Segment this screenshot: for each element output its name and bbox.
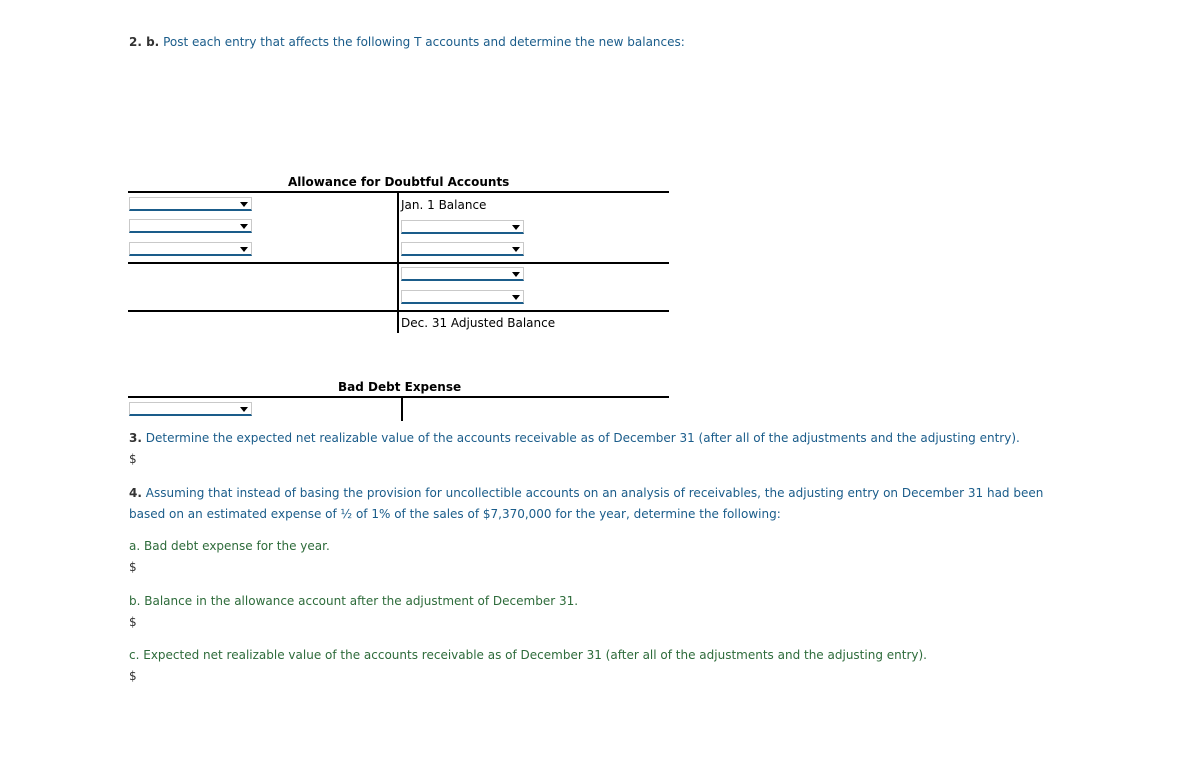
allowance-debit-dropdown-1[interactable]: [129, 197, 252, 211]
question-4c-currency: $: [129, 669, 137, 683]
question-4-line-1: [129, 486, 1043, 500]
allowance-credit-dropdown-4[interactable]: [401, 290, 524, 304]
question-4a-label: a.: [129, 539, 141, 553]
bad-debt-top-rule: [128, 396, 669, 398]
question-3-currency: $: [129, 452, 137, 466]
question-2b: [129, 35, 685, 49]
question-3: [129, 431, 1020, 445]
question-3-text: Determine the expected net realizable value of the accounts receivable as of December 31 (after all of the adjustments and the adjusting entry).: [145, 431, 1020, 445]
bad-debt-debit-dropdown[interactable]: [129, 402, 252, 416]
question-4b-currency: $: [129, 615, 137, 629]
question-4b: [129, 594, 578, 608]
question-2b-number: 2. b.: [129, 35, 160, 49]
allowance-t-account-title: Allowance for Doubtful Accounts: [288, 175, 510, 189]
allowance-credit-dropdown-1[interactable]: [401, 220, 524, 234]
allowance-bottom-rule: [128, 310, 669, 312]
allowance-dec-balance-label: Dec. 31 Adjusted Balance: [401, 316, 556, 330]
allowance-debit-dropdown-2[interactable]: [129, 219, 252, 233]
bad-debt-center-rule: [401, 398, 403, 421]
question-4c: [129, 648, 927, 662]
question-4c-text: Expected net realizable value of the accounts receivable as of December 31 (after all of the adjustments and the adjusting entry).: [143, 648, 927, 662]
question-4b-text: Balance in the allowance account after the adjustment of December 31.: [144, 594, 579, 608]
question-3-number: 3.: [129, 431, 142, 445]
question-4-text-1: Assuming that instead of basing the provision for uncollectible accounts on an analysis of receivables, the adjusting entry on December 31 had been: [145, 486, 1044, 500]
bad-debt-t-account-title: Bad Debt Expense: [338, 380, 462, 394]
question-4a-currency: $: [129, 560, 137, 574]
allowance-debit-dropdown-3[interactable]: [129, 242, 252, 256]
question-4-text-2: based on an estimated expense of ½ of 1% of the sales of $7,370,000 for the year, determine the following:: [129, 507, 781, 521]
question-4a: [129, 539, 330, 553]
question-4a-text: Bad debt expense for the year.: [144, 539, 330, 553]
question-4c-label: c.: [129, 648, 140, 662]
question-4-number: 4.: [129, 486, 142, 500]
question-2b-text: Post each entry that affects the following T accounts and determine the new balances:: [163, 35, 685, 49]
allowance-mid-rule: [128, 262, 669, 264]
allowance-credit-dropdown-2[interactable]: [401, 242, 524, 256]
allowance-credit-dropdown-3[interactable]: [401, 267, 524, 281]
allowance-jan-balance-label: Jan. 1 Balance: [401, 198, 487, 212]
question-4b-label: b.: [129, 594, 141, 608]
